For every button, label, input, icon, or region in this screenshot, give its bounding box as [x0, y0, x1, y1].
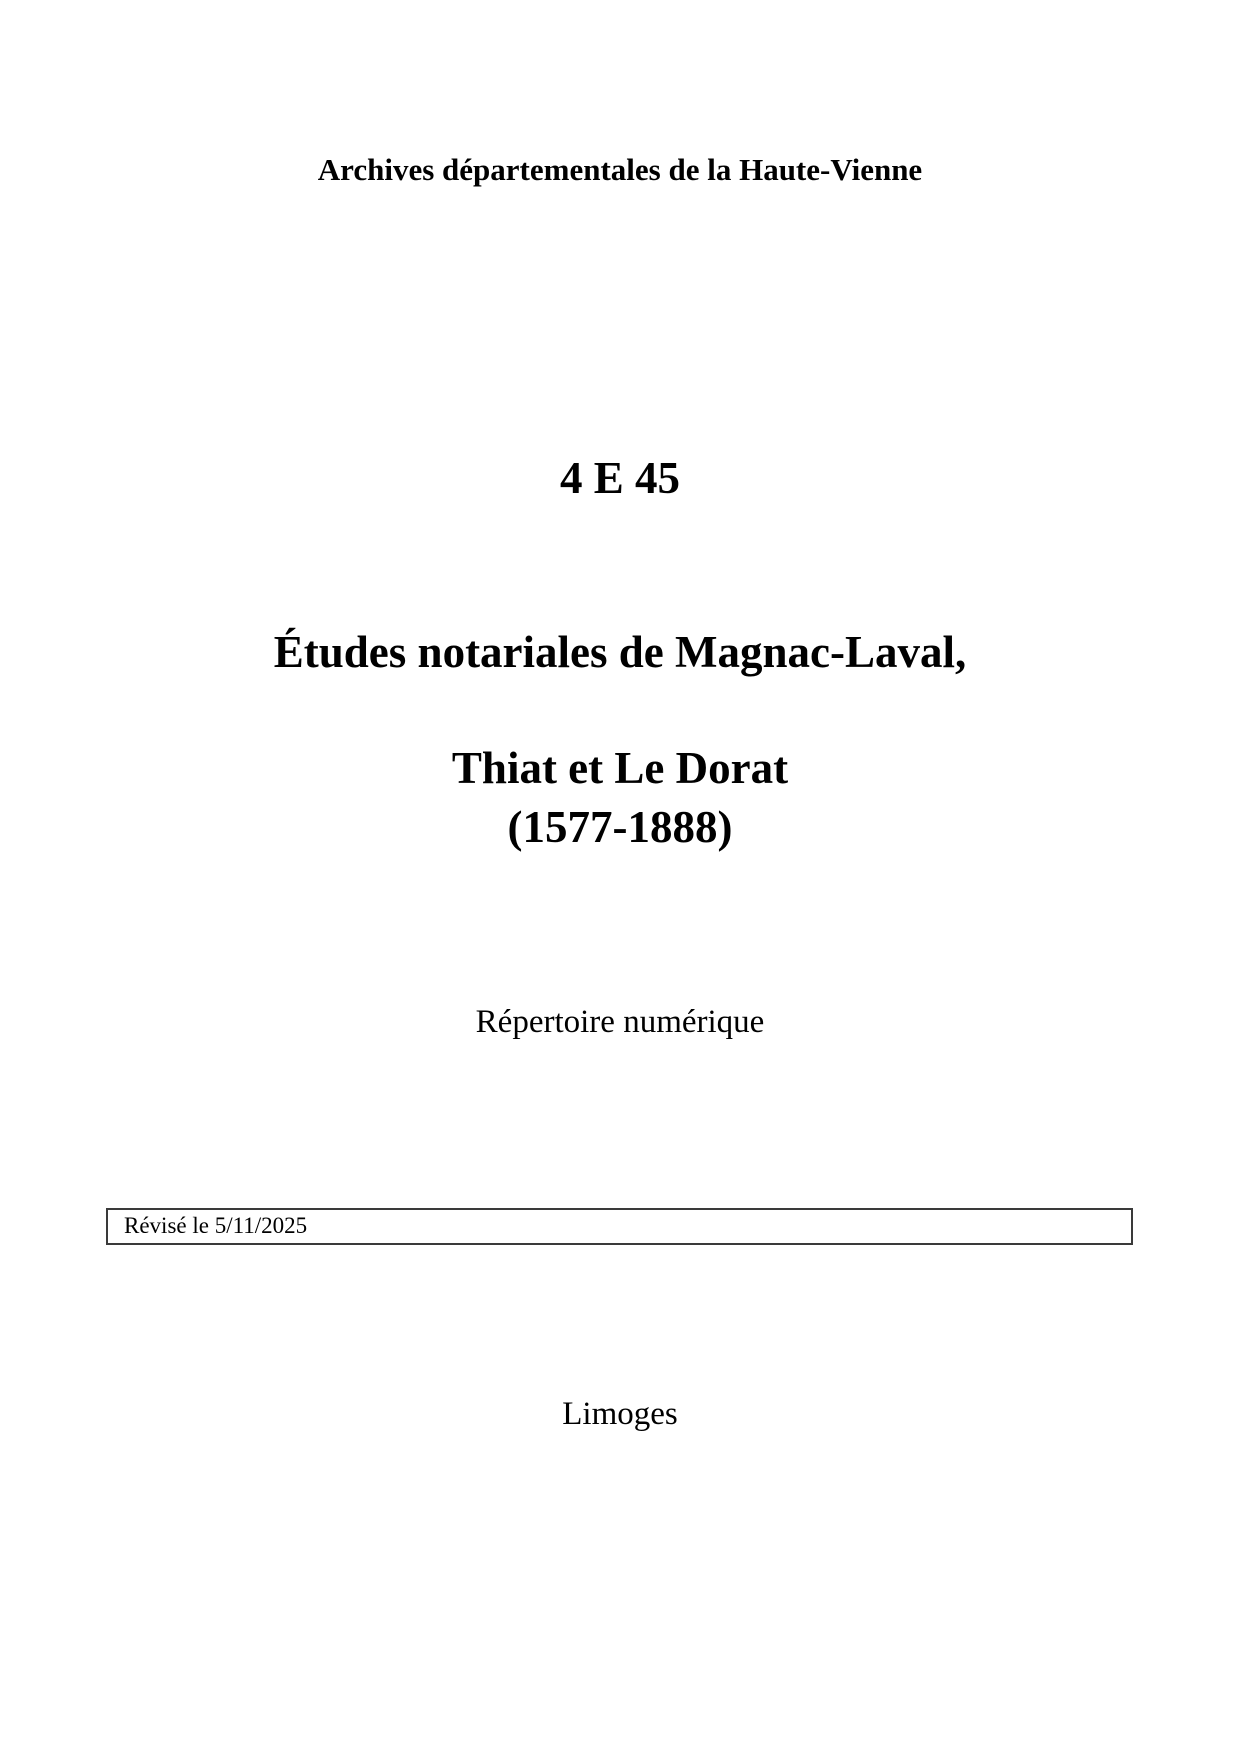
revision-box — [106, 1208, 1133, 1245]
revision-date: Révisé le 5/11/2025 — [124, 1213, 308, 1238]
institution-header: Archives départementales de la Haute-Vienne — [317, 152, 923, 187]
document-title-line1: Études notariales de Magnac-Laval, — [273, 627, 967, 677]
document-title-line2: Thiat et Le Dorat — [451, 743, 789, 793]
date-range: (1577-1888) — [507, 802, 733, 852]
archive-reference: 4 E 45 — [559, 453, 680, 503]
document-subtitle: Répertoire numérique — [475, 1004, 765, 1040]
place-name: Limoges — [562, 1396, 678, 1432]
